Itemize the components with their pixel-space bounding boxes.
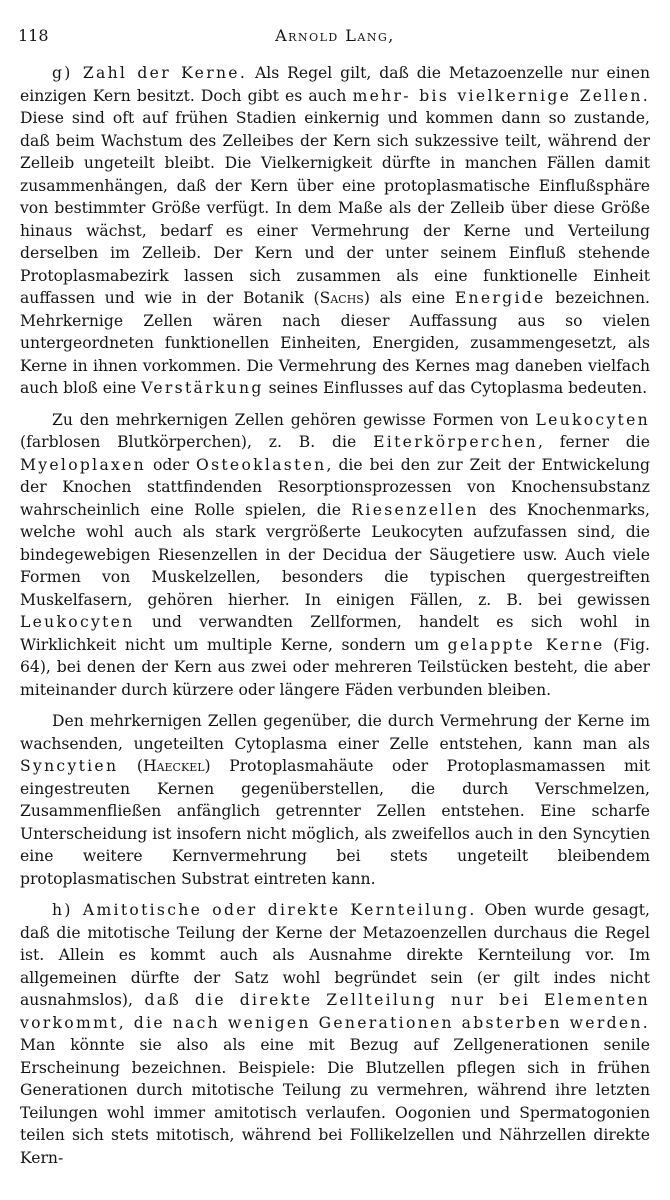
text-segment: Zu den mehrkernigen Zellen gehören gewisse Formen von [52, 410, 536, 429]
emphasized-text: daß die direkte Zellteilung nur bei Elementen vorkommt, die nach wenigen Generationen absterben werden. [20, 991, 650, 1032]
text-segment: Als Regel gilt, daß die Metazoenzelle nur einen einzigen Kern besitzt. Doch gibt es auch [20, 64, 650, 105]
paragraph-syncytien [20, 710, 650, 890]
emphasized-text: g) Zahl der Kerne. [52, 64, 248, 82]
text-segment: Oben wurde gesagt, daß die mitotische Teilung der Kerne der Metazoenzellen durchaus die Regel ist. Allein es kommt auch als Ausnahme direkte Kernteilung vor. Im allgemeinen dürfte der Satz wohl begründet sein (er gilt indes nicht ausnahmslos), [20, 901, 650, 1009]
text-segment: des Knochenmarks, welche wohl auch als stark vergrößerte Leukocyten aufzufassen sind, die bindegewebigen Riesenzellen in der Decidua der Säugetiere usw. Auch viele Formen von Muskelzellen, besonders die typischen quergestreiften Muskelfasern, gehören hierher. In einigen Fällen, z. B. bei gewissen [20, 500, 650, 609]
author-name: Haeckel [142, 757, 205, 775]
text-segment: Den mehrkernigen Zellen gegenüber, die durch Vermehrung der Kerne im wachsenden, ungeteilten Cytoplasma einer Zelle entstehen, kann man als [20, 712, 650, 753]
paragraph-amitotische-kernteilung [20, 899, 650, 1169]
emphasized-text: Energide [454, 289, 546, 307]
emphasized-text: Osteoklasten [195, 455, 327, 474]
text-segment: Man könnte sie also als eine mit Bezug auf Zellgenerationen senile Erscheinung bezeichnen. Beispiele: Die Blutzellen pflegen sich in frühen Generationen durch mitotische Teilung zu vermehren, während ihre letzten Teilungen wohl immer amitotisch verlaufen. Oogonien und Spermatogonien teilen sich stets mitotisch, während bei Follikelzellen und Nährzellen direkte Kern- [20, 1036, 650, 1167]
running-head: Arnold Lang, [275, 26, 395, 45]
emphasized-text: Myeloplaxen [20, 455, 147, 474]
emphasized-text: h) Amitotische oder direkte Kernteilung. [52, 901, 477, 919]
text-segment: seines Einflusses auf das Cytoplasma bedeuten. [263, 379, 648, 397]
text-segment: bezeichnen. Mehrkernige Zellen wären nach dieser Auffassung aus so vielen untergeordneten funktionellen Einheiten, Energiden, zusammengesetzt, als Kerne in ihnen vorkommen. Die Vermehrung des Kernes mag daneben vielfach auch bloß eine [20, 289, 650, 397]
page-number: 118 [18, 26, 49, 45]
paragraph-mehrkernige-zellen [20, 409, 650, 702]
body-text [20, 62, 650, 1178]
text-segment: , die bei den zur Zeit der Entwickelung der Knochen stattfindenden Resorptionsprozessen von Knochensubstanz wahrscheinlich eine Rolle spielen, die [20, 455, 650, 519]
text-segment: Diese sind oft auf frühen Stadien einkernig und kommen dann so zustande, daß beim Wachstum des Zelleibes der Kern sich sukzessive teilt, während der Zelleib ungeteilt bleibt. Die Vielkernigkeit dürfte in manchen Fällen damit zusammenhängen, daß der Kern über eine protoplasmatische Einflußsphäre von bestimmter Größe verfügt. In dem Maße als der Zelleib über diese Größe hinaus wächst, bedarf es einer Vermehrung der Kerne und Verteilung derselben im Zelleib. Der Kern und der unter seinem Einfluß stehende Protoplasmabezirk lassen sich zusammen als eine funktionelle Einheit auffassen und wie in der Botanik ( [20, 109, 650, 307]
emphasized-text: Eiterkörperchen [373, 433, 538, 451]
emphasized-text: Riesenzellen [351, 500, 479, 519]
emphasized-text: Syncytien [20, 757, 119, 775]
text-segment: ) Protoplasmahäute oder Protoplasmamassen mit eingestreuten Kernen gegenüberstellen, die durch Verschmelzen, Zusammenfließen anfänglich getrennter Zellen entstehen. Eine scharfe Unterscheidung ist insofern nicht möglich, als zweifellos auch in den Syncytien eine weitere Kernvermehrung bei stets ungeteilt bleibendem protoplasmatischen Substrat eintreten kann. [20, 757, 650, 888]
emphasized-text: mehr- bis vielkernige Zellen. [352, 86, 650, 105]
emphasized-text: Verstärkung [141, 379, 264, 397]
page-header [18, 26, 652, 52]
text-segment: ) als eine [363, 289, 455, 307]
emphasized-text: Leukocyten [535, 410, 650, 429]
text-segment: und verwandten Zellformen, handelt es sich wohl in Wirklichkeit nicht um multiple Kerne, sondern um [20, 613, 650, 654]
text-segment: (Fig. 64), bei denen der Kern aus zwei oder mehreren Teilstücken besteht, die aber miteinander durch kürzere oder längere Fäden verbunden bleiben. [20, 635, 651, 699]
author-name: Sachs [319, 289, 364, 307]
text-segment: (farblosen Blutkörperchen), z. B. die [20, 433, 374, 451]
text-segment: oder [146, 455, 196, 474]
emphasized-text: gelappte Kerne [447, 635, 605, 654]
paragraph-zahl-der-kerne [20, 62, 650, 400]
text-segment: , ferner die [537, 433, 651, 451]
emphasized-text: Leukocyten [20, 613, 135, 631]
text-segment: ( [118, 757, 143, 775]
